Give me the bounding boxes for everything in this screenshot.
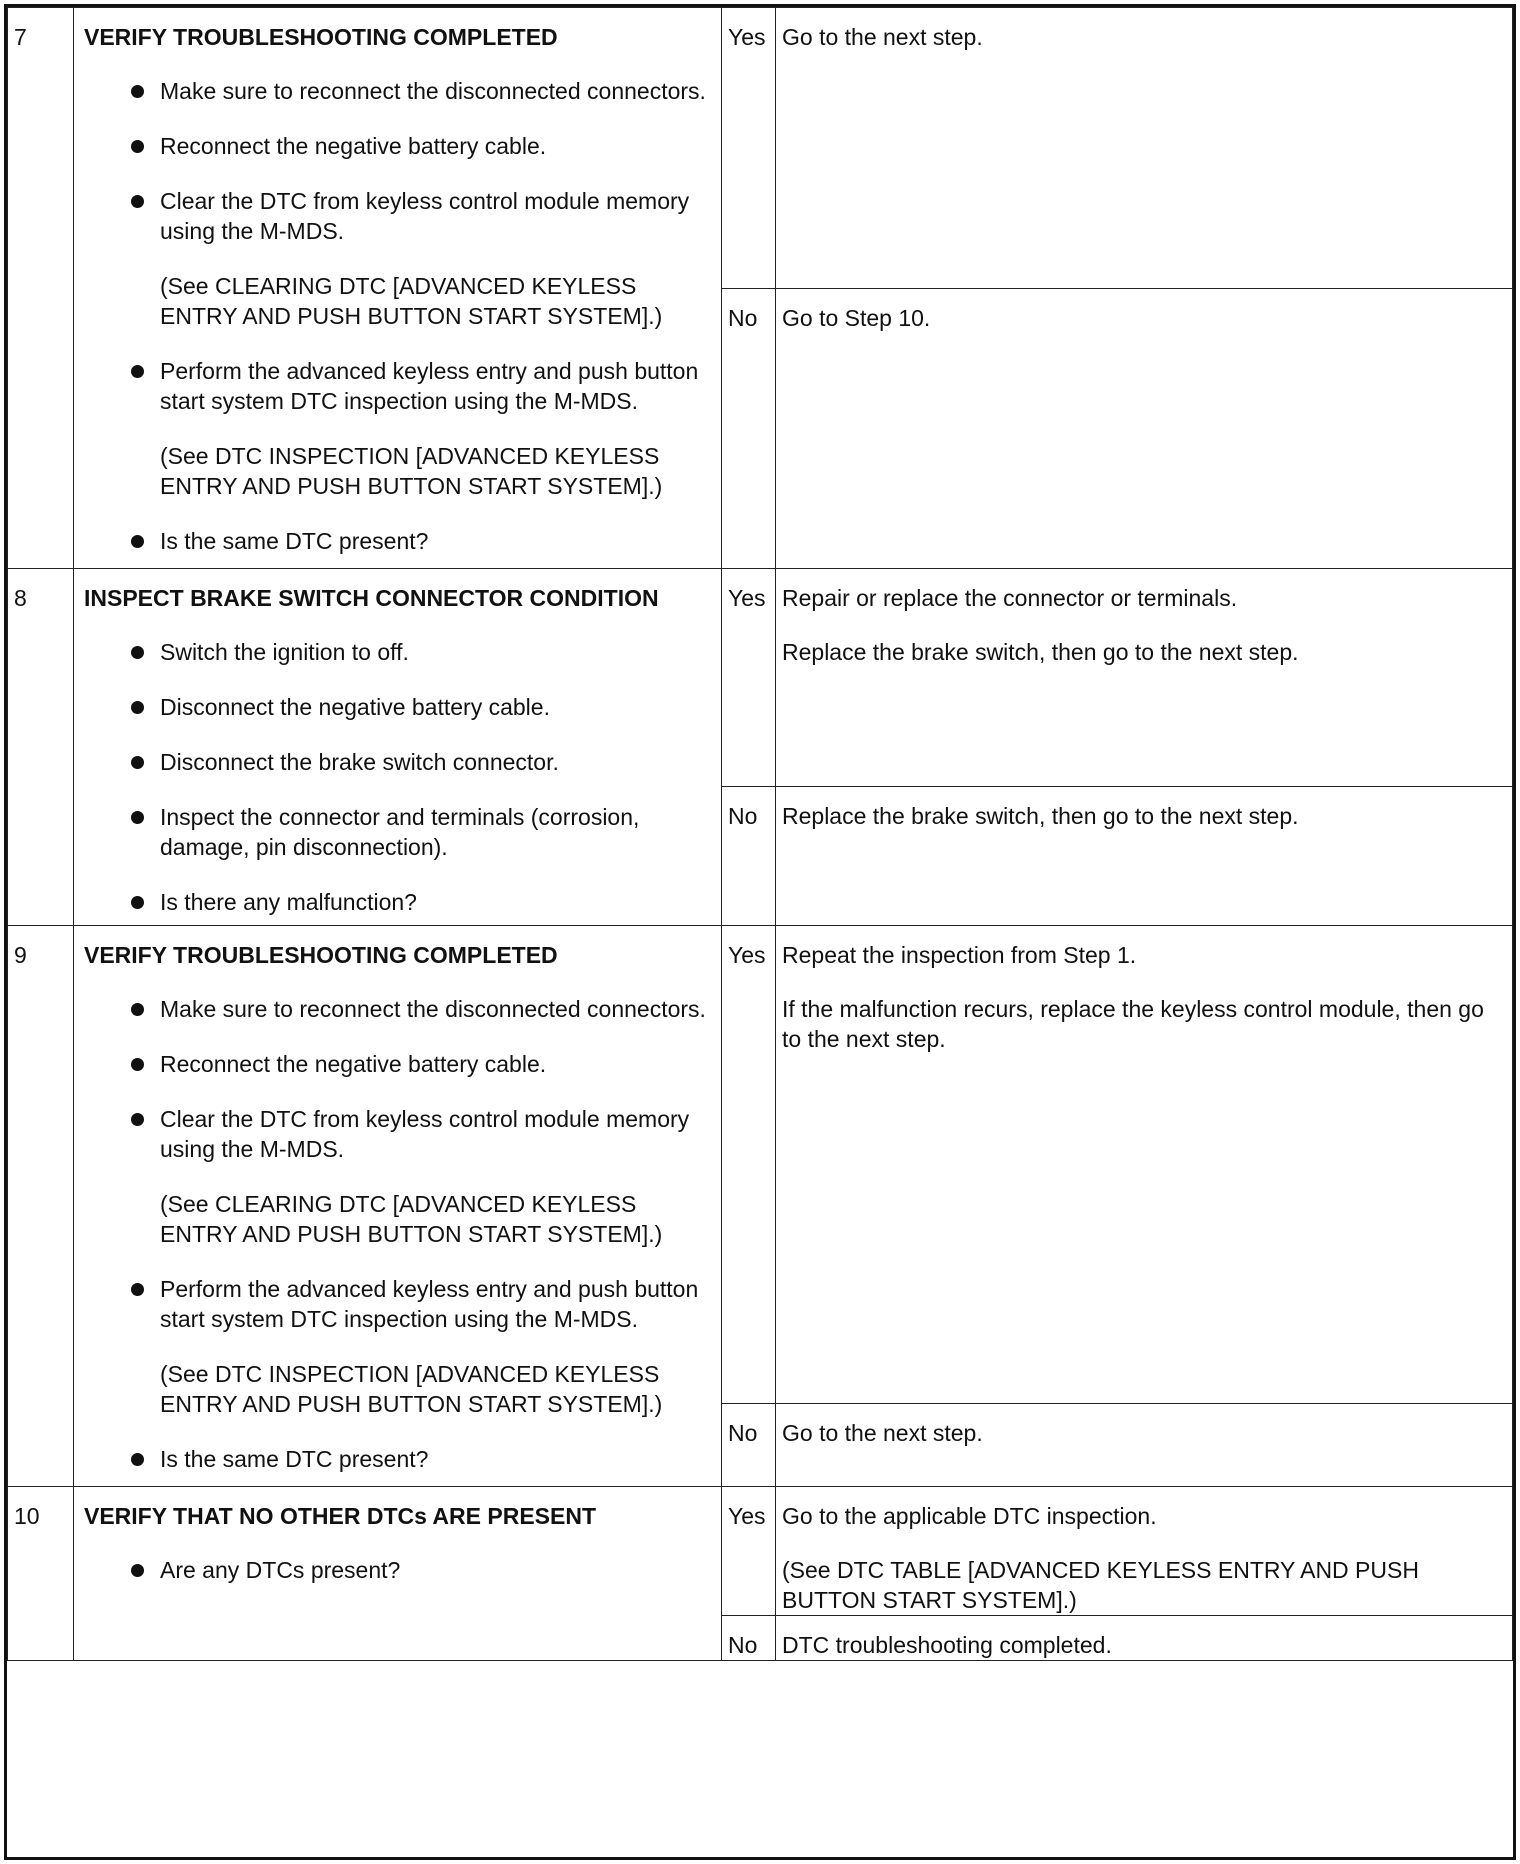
bullet-icon (131, 1113, 144, 1126)
yes-action-text: Go to the applicable DTC inspection. (782, 1503, 1157, 1529)
troubleshooting-table (7, 7, 1513, 1661)
no-label: No (722, 786, 776, 925)
yes-action-text: Replace the brake switch, then go to the next step. (782, 639, 1299, 665)
no-action-cell (776, 289, 1513, 569)
step-number: 7 (8, 8, 74, 569)
inspection-cell (74, 926, 722, 1487)
bullet-icon (131, 756, 144, 769)
inspection-text: Make sure to reconnect the disconnected connectors. (160, 996, 706, 1022)
step-number: 9 (8, 926, 74, 1487)
no-label: No (722, 1616, 776, 1661)
yes-action-text: Go to the next step. (782, 24, 983, 50)
step-row (8, 926, 1513, 1404)
yes-action-text: Repair or replace the connector or terminals. (782, 585, 1238, 611)
inspection-text: Switch the ignition to off. (160, 639, 409, 665)
yes-action-text: (See DTC TABLE [ADVANCED KEYLESS ENTRY AND PUSH BUTTON START SYSTEM].) (782, 1557, 1419, 1613)
inspection-text: Perform the advanced keyless entry and push button start system DTC inspection using the M-MDS. (160, 1276, 699, 1332)
no-action-text: DTC troubleshooting completed. (782, 1632, 1112, 1658)
bullet-icon (131, 701, 144, 714)
bullet-icon (131, 1283, 144, 1296)
yes-label: Yes (722, 1487, 776, 1616)
yes-action-cell (776, 1487, 1513, 1616)
no-action-cell (776, 1616, 1513, 1661)
inspection-text: Reconnect the negative battery cable. (160, 1051, 547, 1077)
inspection-item (84, 1274, 711, 1419)
step-row (8, 8, 1513, 289)
step-title: VERIFY TROUBLESHOOTING COMPLETED (84, 24, 558, 50)
inspection-text: Is the same DTC present? (160, 528, 429, 554)
step-title: VERIFY THAT NO OTHER DTCs ARE PRESENT (84, 1503, 597, 1529)
inspection-text: Clear the DTC from keyless control module memory using the M-MDS. (160, 1106, 690, 1162)
yes-label: Yes (722, 8, 776, 289)
procedure-document (4, 4, 1516, 1860)
inspection-item (84, 1104, 711, 1249)
inspection-text: Reconnect the negative battery cable. (160, 133, 547, 159)
bullet-icon (131, 811, 144, 824)
step-row (8, 569, 1513, 787)
inspection-text: Clear the DTC from keyless control module memory using the M-MDS. (160, 188, 690, 244)
inspection-list (84, 637, 711, 917)
yes-action-cell (776, 926, 1513, 1404)
inspection-item (84, 1555, 711, 1585)
inspection-text: Are any DTCs present? (160, 1557, 401, 1583)
inspection-text: Disconnect the brake switch connector. (160, 749, 559, 775)
inspection-text: Perform the advanced keyless entry and push button start system DTC inspection using the M-MDS. (160, 358, 699, 414)
yes-label: Yes (722, 569, 776, 787)
bullet-icon (131, 140, 144, 153)
inspection-text: Disconnect the negative battery cable. (160, 694, 550, 720)
inspection-list (84, 994, 711, 1474)
inspection-item (84, 1049, 711, 1079)
inspection-item (84, 76, 711, 106)
inspection-item (84, 802, 711, 862)
inspection-note: (See CLEARING DTC [ADVANCED KEYLESS ENTRY AND PUSH BUTTON START SYSTEM].) (160, 1191, 663, 1247)
bullet-icon (131, 195, 144, 208)
inspection-item (84, 637, 711, 667)
inspection-item (84, 526, 711, 556)
inspection-note: (See DTC INSPECTION [ADVANCED KEYLESS ENTRY AND PUSH BUTTON START SYSTEM].) (160, 1361, 663, 1417)
no-label: No (722, 289, 776, 569)
inspection-note: (See DTC INSPECTION [ADVANCED KEYLESS ENTRY AND PUSH BUTTON START SYSTEM].) (160, 443, 663, 499)
no-action-text: Go to Step 10. (782, 305, 931, 331)
yes-action-text: Repeat the inspection from Step 1. (782, 942, 1137, 968)
no-action-text: Replace the brake switch, then go to the next step. (782, 802, 1299, 829)
yes-action-cell (776, 569, 1513, 787)
step-number: 10 (8, 1487, 74, 1661)
step-title: VERIFY TROUBLESHOOTING COMPLETED (84, 942, 558, 968)
inspection-text: Is there any malfunction? (160, 889, 417, 915)
step-title: INSPECT BRAKE SWITCH CONNECTOR CONDITION (84, 585, 659, 611)
bullet-icon (131, 365, 144, 378)
bullet-icon (131, 896, 144, 909)
no-action-cell (776, 786, 1513, 925)
inspection-text: Make sure to reconnect the disconnected connectors. (160, 78, 706, 104)
bullet-icon (131, 1058, 144, 1071)
yes-action-cell (776, 8, 1513, 289)
bullet-icon (131, 535, 144, 548)
inspection-item (84, 356, 711, 501)
inspection-item (84, 887, 711, 917)
inspection-note: (See CLEARING DTC [ADVANCED KEYLESS ENTRY AND PUSH BUTTON START SYSTEM].) (160, 273, 663, 329)
step-row (8, 1487, 1513, 1616)
inspection-cell (74, 1487, 722, 1661)
inspection-item (84, 131, 711, 161)
no-label: No (722, 1404, 776, 1487)
bullet-icon (131, 1564, 144, 1577)
bullet-icon (131, 1453, 144, 1466)
inspection-item (84, 994, 711, 1024)
bullet-icon (131, 646, 144, 659)
inspection-item (84, 1444, 711, 1474)
inspection-item (84, 186, 711, 331)
yes-action-text: If the malfunction recurs, replace the keyless control module, then go to the next step. (782, 996, 1484, 1052)
step-number: 8 (8, 569, 74, 926)
inspection-list (84, 1555, 711, 1585)
inspection-text: Inspect the connector and terminals (corrosion, damage, pin disconnection). (160, 804, 640, 860)
bullet-icon (131, 85, 144, 98)
yes-label: Yes (722, 926, 776, 1404)
inspection-cell (74, 8, 722, 569)
inspection-item (84, 692, 711, 722)
inspection-text: Is the same DTC present? (160, 1446, 429, 1472)
inspection-item (84, 747, 711, 777)
inspection-list (84, 76, 711, 556)
no-action-cell (776, 1404, 1513, 1487)
no-action-text: Go to the next step. (782, 1420, 983, 1446)
bullet-icon (131, 1003, 144, 1016)
inspection-cell (74, 569, 722, 926)
